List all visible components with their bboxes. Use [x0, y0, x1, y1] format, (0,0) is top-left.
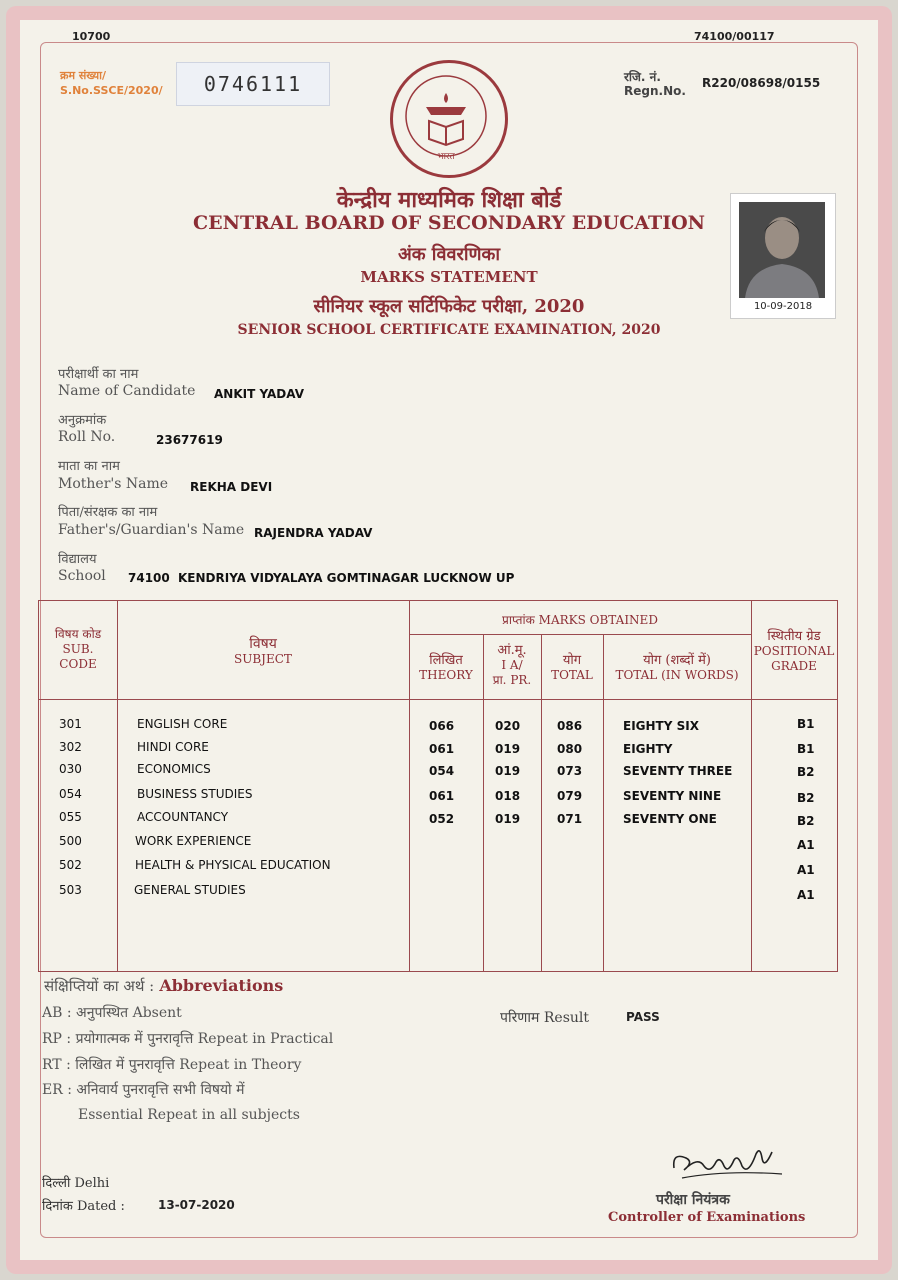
- candidate-photo: [730, 193, 836, 319]
- row-3-code: 030: [59, 762, 82, 776]
- candidate-name: ANKIT YADAV: [214, 387, 305, 401]
- abbr-essential-repeat-2: Essential Repeat in all subjects: [78, 1107, 300, 1123]
- row-3-words: SEVENTY THREE: [623, 764, 733, 778]
- roll-label-en: Roll No.: [58, 429, 116, 445]
- row-2-theory: 061: [429, 742, 455, 756]
- roll-number: 23677619: [156, 433, 223, 447]
- top-left-code: 10700: [72, 30, 111, 43]
- header-code-en1: SUB.: [62, 642, 94, 656]
- header-ia-hi: आं.मू.: [497, 643, 527, 658]
- header-words-hi: योग (शब्दों में): [643, 653, 711, 668]
- controller-en: Controller of Examinations: [608, 1210, 806, 1225]
- photo-date: 10-09-2018: [753, 301, 813, 312]
- header-words-en: TOTAL (IN WORDS): [615, 668, 739, 682]
- row-4-ia: 018: [495, 789, 521, 803]
- board-name-en: CENTRAL BOARD OF SECONDARY EDUCATION: [193, 212, 705, 234]
- header-grade-en2: GRADE: [771, 659, 817, 673]
- dated-label: दिनांक Dated :: [42, 1199, 125, 1214]
- row-6-code: 500: [59, 834, 82, 848]
- row-5-words: SEVENTY ONE: [623, 812, 717, 826]
- header-code-hi: विषय कोड: [54, 627, 102, 641]
- row-2-words: EIGHTY: [623, 742, 673, 756]
- controller-hi: परीक्षा नियंत्रक: [656, 1192, 730, 1208]
- roll-label-hi: अनुक्रमांक: [58, 413, 107, 428]
- row-4-subject: BUSINESS STUDIES: [137, 787, 253, 801]
- row-4-grade: B2: [797, 791, 815, 805]
- top-right-code: 74100/00117: [694, 30, 775, 43]
- row-5-total: 071: [557, 812, 583, 826]
- row-2-code: 302: [59, 740, 82, 754]
- regn-label-en: Regn.No.: [624, 84, 686, 98]
- school-label-hi: विद्यालय: [58, 552, 97, 567]
- row-3-ia: 019: [495, 764, 521, 778]
- cbse-logo-seal: [390, 60, 508, 178]
- row-1-words: EIGHTY SIX: [623, 719, 699, 733]
- header-code-en2: CODE: [59, 657, 97, 671]
- header-grade-hi: स्थितीय ग्रेड: [767, 629, 821, 644]
- abbr-repeat-theory: RT : लिखित में पुनरावृत्ति Repeat in Theory: [42, 1057, 302, 1073]
- mother-name: REKHA DEVI: [190, 480, 273, 494]
- header-grade-en1: POSITIONAL: [753, 644, 835, 658]
- mother-label-hi: माता का नाम: [58, 459, 120, 474]
- marks-table: [38, 600, 838, 972]
- lamp-book-icon: [393, 63, 499, 169]
- row-7-grade: A1: [797, 863, 815, 877]
- row-2-total: 080: [557, 742, 583, 756]
- row-3-theory: 054: [429, 764, 455, 778]
- row-1-ia: 020: [495, 719, 521, 733]
- document-title-en: MARKS STATEMENT: [360, 268, 538, 286]
- row-1-code: 301: [59, 717, 82, 731]
- row-5-theory: 052: [429, 812, 455, 826]
- abbr-essential-repeat: ER : अनिवार्य पुनरावृत्ति सभी विषयो में: [42, 1082, 245, 1098]
- row-4-total: 079: [557, 789, 583, 803]
- school-name: KENDRIYA VIDYALAYA GOMTINAGAR LUCKNOW UP: [178, 571, 515, 585]
- row-3-total: 073: [557, 764, 583, 778]
- place: दिल्ली Delhi: [42, 1176, 110, 1191]
- regn-number: R220/08698/0155: [702, 76, 821, 90]
- row-3-subject: ECONOMICS: [137, 762, 211, 776]
- name-label-hi: परीक्षार्थी का नाम: [58, 367, 139, 382]
- row-8-grade: A1: [797, 888, 815, 902]
- row-1-subject: ENGLISH CORE: [137, 717, 228, 731]
- serial-label-en: S.No.SSCE/2020/: [60, 84, 163, 97]
- person-icon: [739, 202, 825, 298]
- row-2-ia: 019: [495, 742, 521, 756]
- header-ia-en2: प्रा. PR.: [492, 673, 532, 687]
- abbreviations-title-hi: संक्षिप्तियों का अर्थ :: [44, 977, 155, 995]
- father-name: RAJENDRA YADAV: [254, 526, 373, 540]
- row-2-subject: HINDI CORE: [137, 740, 209, 754]
- issue-date: 13-07-2020: [158, 1198, 235, 1212]
- abbreviations-title-en: Abbreviations: [159, 976, 284, 995]
- abbreviations-title: [44, 976, 283, 996]
- regn-label-hi: रजि. नं.: [624, 70, 661, 84]
- header-ia-en1: I A/: [501, 658, 523, 672]
- header-subject-hi: विषय: [249, 636, 277, 652]
- row-4-words: SEVENTY NINE: [623, 789, 722, 803]
- row-5-subject: ACCOUNTANCY: [137, 810, 229, 824]
- row-5-grade: B2: [797, 814, 815, 828]
- exam-name-hi: सीनियर स्कूल सर्टिफिकेट परीक्षा, 2020: [313, 296, 585, 317]
- row-4-theory: 061: [429, 789, 455, 803]
- row-7-subject: HEALTH & PHYSICAL EDUCATION: [135, 858, 331, 872]
- serial-number: 0746111: [176, 62, 330, 106]
- abbr-absent: AB : अनुपस्थित Absent: [42, 1005, 182, 1021]
- logo-text: भारत: [437, 152, 455, 162]
- row-8-subject: GENERAL STUDIES: [134, 883, 246, 897]
- row-1-total: 086: [557, 719, 583, 733]
- school-code: 74100: [128, 571, 170, 585]
- school-label-en: School: [58, 568, 106, 584]
- row-7-code: 502: [59, 858, 82, 872]
- row-5-ia: 019: [495, 812, 521, 826]
- document-title-hi: अंक विवरणिका: [397, 244, 501, 265]
- mother-label-en: Mother's Name: [58, 476, 169, 492]
- father-label-hi: पिता/संरक्षक का नाम: [58, 505, 158, 520]
- row-6-subject: WORK EXPERIENCE: [135, 834, 252, 848]
- result-label: परिणाम Result: [500, 1010, 590, 1026]
- header-marks-obtained: प्राप्तांक MARKS OBTAINED: [502, 613, 658, 627]
- header-total-hi: योग: [562, 653, 582, 668]
- exam-name-en: SENIOR SCHOOL CERTIFICATE EXAMINATION, 2020: [237, 322, 661, 338]
- row-4-code: 054: [59, 787, 82, 801]
- result-value: PASS: [626, 1010, 660, 1024]
- header-theory-en: THEORY: [419, 668, 473, 682]
- row-8-code: 503: [59, 883, 82, 897]
- signature-icon: [664, 1140, 788, 1186]
- row-1-grade: B1: [797, 717, 815, 731]
- name-label-en: Name of Candidate: [58, 383, 196, 399]
- row-6-grade: A1: [797, 838, 815, 852]
- row-2-grade: B1: [797, 742, 815, 756]
- header-theory-hi: लिखित: [429, 653, 463, 668]
- header-subject-en: SUBJECT: [234, 652, 292, 666]
- candidate-portrait: [739, 202, 825, 298]
- father-label-en: Father's/Guardian's Name: [58, 522, 245, 538]
- serial-label-hi: क्रम संख्या/: [60, 69, 106, 82]
- board-name-hi: केन्द्रीय माध्यमिक शिक्षा बोर्ड: [336, 187, 562, 213]
- abbr-repeat-practical: RP : प्रयोगात्मक में पुनरावृत्ति Repeat in Practical: [42, 1031, 334, 1047]
- row-1-theory: 066: [429, 719, 455, 733]
- row-5-code: 055: [59, 810, 82, 824]
- row-3-grade: B2: [797, 765, 815, 779]
- header-total-en: TOTAL: [551, 668, 593, 682]
